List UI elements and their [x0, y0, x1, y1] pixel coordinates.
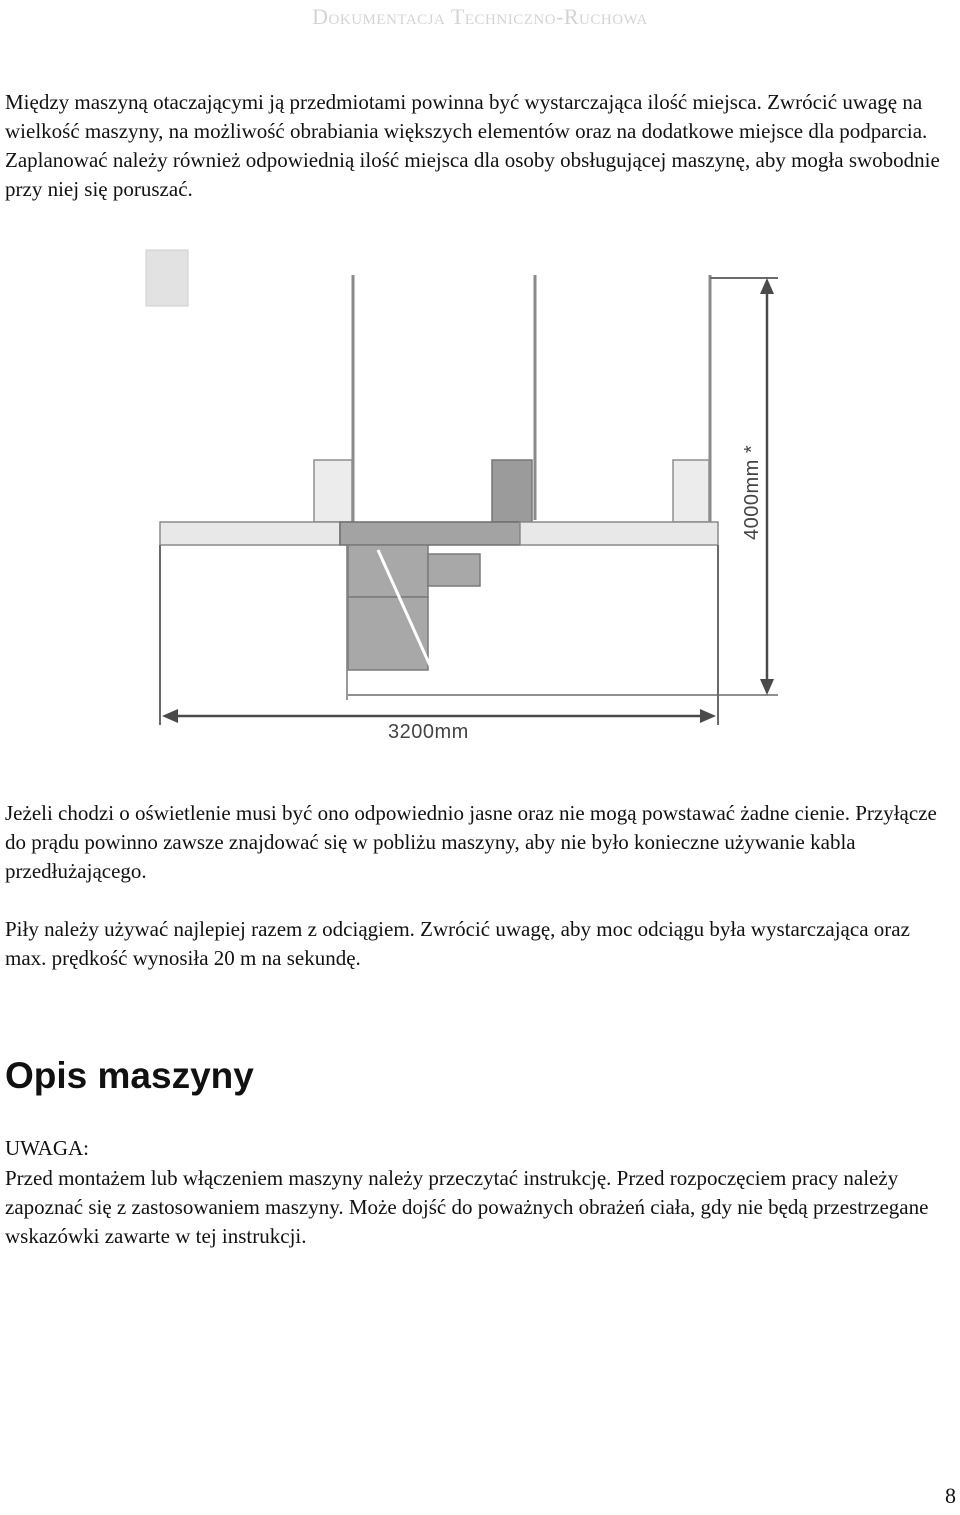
- space-requirements-paragraph: Między maszyną otaczającymi ją przedmiotami powinna być wystarczająca ilość miejsca. Zwrócić uwagę na wielkość maszyny, na możliwość obrabiania większych elementów oraz na dodatkowe miejsce dla podparcia. Zaplanować należy również odpowiednią ilość miejsca dla osoby obsługującej maszynę, aby mogła swobodnie przy niej się poruszać.: [5, 90, 940, 201]
- block-left: [314, 460, 352, 522]
- page-number: 8: [945, 1483, 956, 1508]
- block-middle: [492, 460, 532, 522]
- height-dimension-label: 4000mm *: [741, 444, 763, 540]
- extraction-paragraph: Piły należy używać najlepiej razem z odciągiem. Zwrócić uwagę, aby moc odciągu była wystarczająca oraz max. prędkość wynosiła 20 m na sekundę.: [5, 917, 910, 970]
- height-arrowhead-bottom: [760, 679, 774, 695]
- running-header: Dokumentacja Techniczno-Ruchowa: [312, 4, 648, 29]
- width-arrowhead-left: [162, 709, 178, 723]
- height-arrowhead-top: [760, 278, 774, 294]
- extension-block: [428, 554, 480, 586]
- width-dimension-label: 3200mm: [388, 721, 469, 743]
- table-center: [340, 522, 520, 545]
- corner-marker: [146, 250, 188, 306]
- section-heading: Opis maszyny: [5, 1055, 254, 1096]
- lighting-power-paragraph: Jeżeli chodzi o oświetlenie musi być ono odpowiednio jasne oraz nie mogą powstawać żadne cienie. Przyłącze do prądu powinno zawsze znajdować się w pobliżu maszyny, aby nie było konieczne używanie kabla przedłużającego.: [5, 801, 937, 883]
- warning-label: UWAGA:: [5, 1136, 89, 1160]
- block-right: [673, 460, 709, 522]
- machine-layout-diagram: [130, 240, 790, 760]
- warning-paragraph: Przed montażem lub włączeniem maszyny należy przeczytać instrukcję. Przed rozpoczęciem pracy należy zapoznać się z zastosowaniem maszyny. Może dojść do poważnych obrażeń ciała, gdy nie będą przestrzegane wskazówki zawarte w tej instrukcji.: [5, 1166, 929, 1248]
- table-right: [520, 522, 718, 545]
- table-left: [160, 522, 340, 545]
- width-arrowhead-right: [700, 709, 716, 723]
